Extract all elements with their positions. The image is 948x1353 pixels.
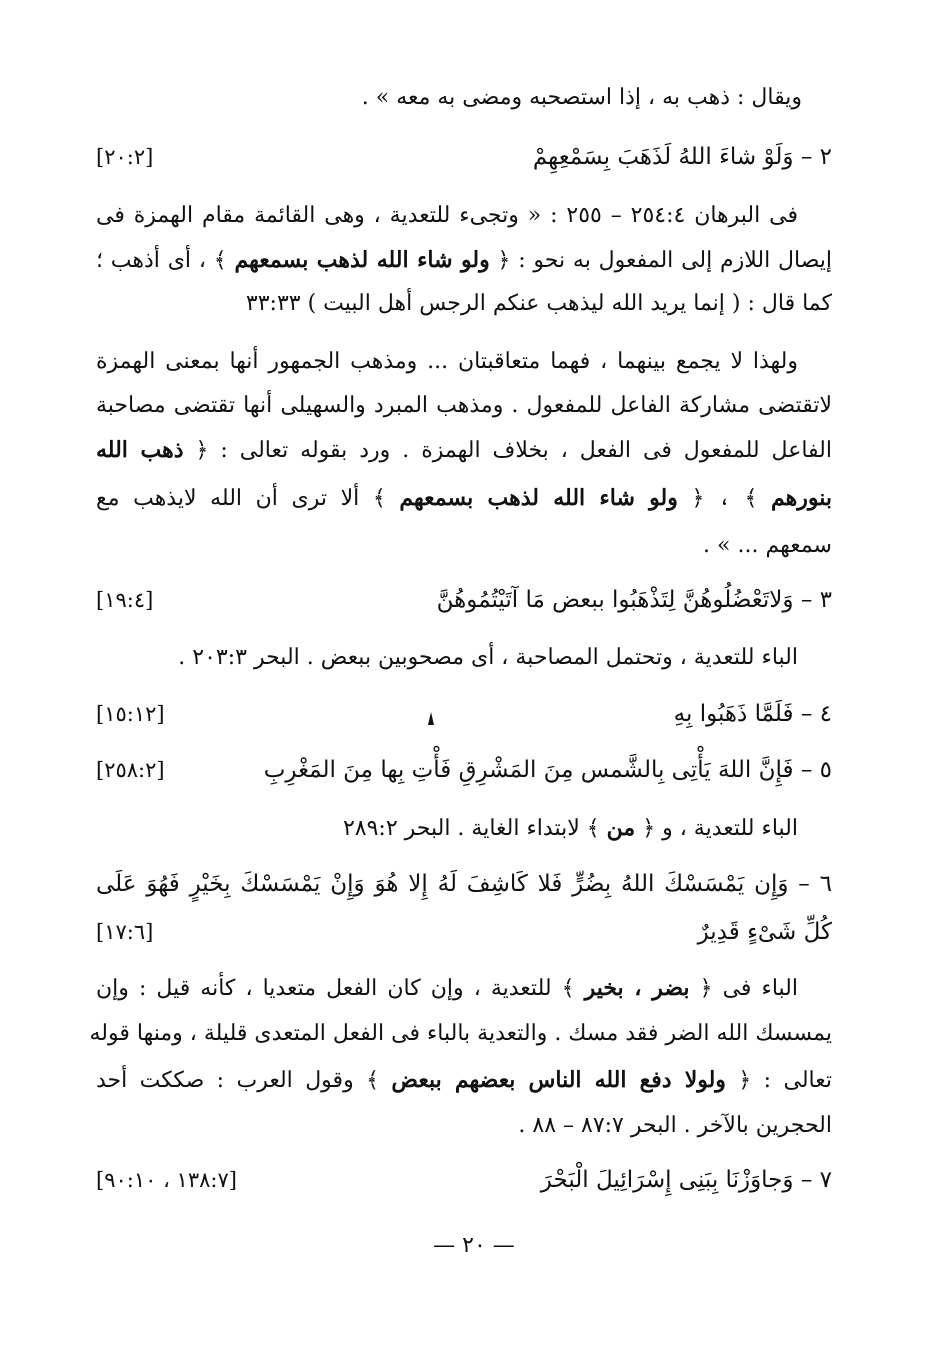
text-span: الباء فى ﴿ bbox=[699, 976, 798, 1001]
verse-2 bbox=[96, 137, 832, 177]
quran-quote: ذهب الله bbox=[96, 437, 184, 463]
text-span: ﴾ وقول العرب : صككت أحد bbox=[96, 1068, 379, 1093]
quran-quote: ولو شاء الله لذهب بسمعهم bbox=[234, 247, 490, 273]
text-line: ولهذا لا يجمع بينهما ، فهما متعاقبتان ... ومذهب الجمهور أنها بمعنى الهمزة bbox=[96, 349, 798, 374]
text-line: كما قال : ( إنما يريد الله ليذهب عنكم الرجس أهل البيت ) ٣٣:٣٣ bbox=[245, 291, 832, 316]
text-line: فى البرهان ٢٥٤:٤ – ٢٥٥ : « وتجىء للتعدية ، وهى القائمة مقام الهمزة فى bbox=[96, 203, 798, 228]
verse-text: كُلِّ شَىْءٍ قَدِيرٌ bbox=[697, 919, 832, 945]
quran-quote: ولولا دفع الله الناس بعضهم ببعض bbox=[391, 1067, 726, 1093]
text-span: ﴾ للتعدية ، وإن كان الفعل متعديا ، كأنه قيل : وإن bbox=[96, 976, 575, 1001]
text-line bbox=[96, 78, 832, 118]
quran-quote: من bbox=[606, 815, 636, 841]
text-line bbox=[96, 430, 832, 470]
verse-text: ٥ – فَإِنَّ اللهَ يَأْتِى بِالشَّمس مِنَ المَشْرِقِ فَأْتِ بِها مِنَ المَغْرِبِ bbox=[263, 757, 832, 783]
verse-reference: [٢٥٨:٢] bbox=[96, 758, 165, 782]
verse-4 bbox=[96, 694, 832, 734]
verse-6: ٦ – وَإِن يَمْسَسْكَ اللهُ بِضُرٍّ فَلا كَاشِفَ لَهُ إِلا هُوَ وَإِنْ يَمْسَسْكَ بِخَيْرٍ فَهُوَ عَلَى bbox=[96, 871, 832, 897]
quran-quote: بضر ، بخير bbox=[584, 975, 690, 1001]
page-number: — ٢٠ — bbox=[433, 1233, 515, 1258]
verse-6-continued bbox=[96, 912, 832, 952]
text-line bbox=[96, 808, 832, 848]
text-line: الحجرين بالآخر . البحر ٨٧:٧ – ٨٨ . bbox=[518, 1113, 832, 1138]
verse-text: ٣ – وَلاتَعْضُلُوهُنَّ لِتَذْهَبُوا ببعض مَا آتَيْتُمُوهُنَّ bbox=[436, 587, 832, 613]
text-line bbox=[96, 240, 832, 280]
text-span: ﴾ لابتداء الغاية . البحر ٢٨٩:٢ bbox=[342, 816, 600, 841]
text-line: سمعهم ... » . bbox=[703, 533, 832, 558]
verse-reference: [١٧:٦] bbox=[96, 920, 154, 944]
verse-reference: [٢٠:٢] bbox=[96, 145, 154, 169]
text-span: ﴾ ألا ترى أن الله لايذهب مع bbox=[96, 486, 386, 511]
text-span: ويقال : ذهب به ، إذا استصحبه ومضى به معه » . bbox=[361, 85, 802, 110]
verse-text: ٢ – وَلَوْ شاءَ اللهُ لَذَهَبَ بِسَمْعِهِمْ bbox=[532, 144, 832, 170]
text-span: ﴾ ، ﴿ bbox=[691, 486, 758, 511]
verse-text: ٤ – فَلَمَّا ذَهَبُوا بِهِ bbox=[673, 701, 832, 727]
verse-reference: [١٩:٤] bbox=[96, 588, 154, 612]
text-span: تعالى : ﴿ bbox=[738, 1068, 832, 1093]
verse-3 bbox=[96, 580, 832, 620]
verse-text: ٧ – وَجاوَزْنَا بِبَنِى إِسْرَائِيلَ الْبَحْرَ bbox=[540, 1167, 832, 1193]
text-line bbox=[96, 968, 832, 1008]
quran-quote: ولو شاء الله لذهب بسمعهم bbox=[399, 485, 678, 511]
text-line bbox=[96, 478, 832, 518]
text-span: الباء للتعدية ، و ﴿ bbox=[642, 816, 798, 841]
verse-reference: [١٣٨:٧ ، ٩٠:١٠] bbox=[96, 1168, 237, 1192]
verse-5 bbox=[96, 750, 832, 790]
text-span: ﴾ ، أى أذهب ؛ bbox=[96, 248, 227, 273]
text-line: الباء للتعدية ، وتحتمل المصاحبة ، أى مصحوبين ببعض . البحر ٢٠٣:٣ . bbox=[178, 645, 798, 670]
text-line: لاتقتضى مشاركة الفاعل للمفعول . ومذهب المبرد والسهيلى أنها تقتضى مصاحبة bbox=[96, 393, 832, 418]
text-line bbox=[96, 1060, 832, 1100]
verse-reference: [١٥:١٢] bbox=[96, 702, 165, 726]
ink-mark bbox=[426, 708, 436, 726]
text-span: إيصال اللازم إلى المفعول به نحو : ﴿ bbox=[497, 248, 833, 273]
text-span: الفاعل للمفعول فى الفعل ، بخلاف الهمزة . ورد بقوله تعالى : ﴿ bbox=[195, 438, 832, 463]
quran-quote: بنورهم bbox=[770, 485, 832, 511]
text-line: يمسسك الله الضر فقد مسك . والتعدية بالباء فى الفعل المتعدى قليلة ، ومنها قوله bbox=[89, 1021, 832, 1046]
